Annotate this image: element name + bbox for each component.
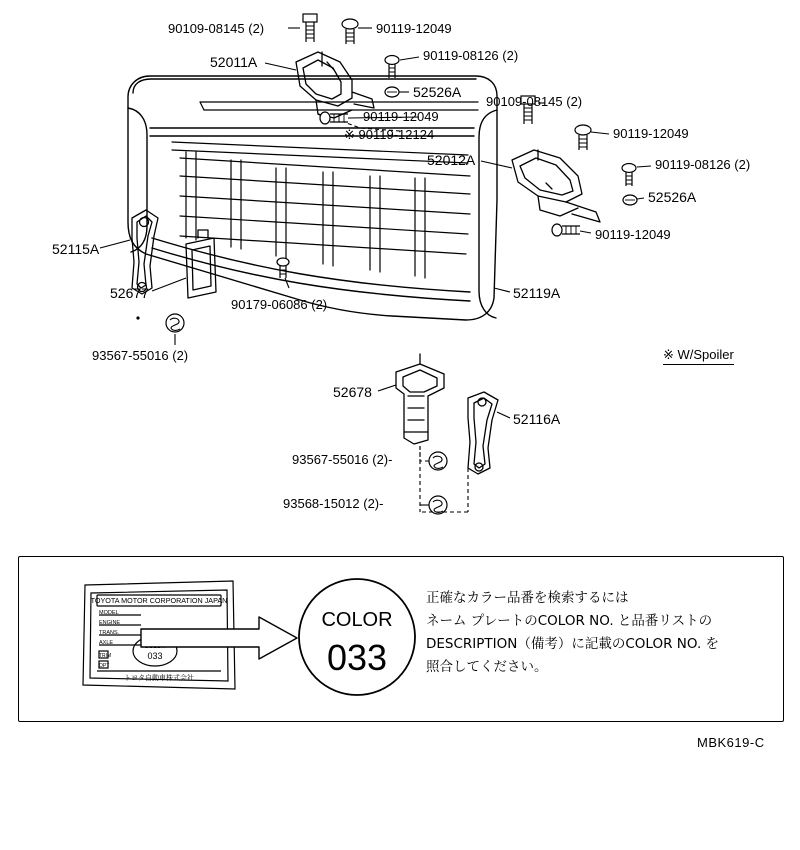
instruction-line-3: DESCRIPTION（備考）に記載のCOLOR NO. を [426,635,720,652]
callout-90109-08145-left: 90109-08145 (2) [168,21,265,36]
callout-90119-12124: ※ 90119-12124 [344,127,435,142]
arrow-icon [139,615,299,661]
callout-90119-12049-right: 90119-12049 [613,126,689,141]
instruction-line-1: 正確なカラー品番を検索するには [426,590,629,606]
part-52678 [396,354,444,444]
svg-text:033: 033 [147,651,163,661]
callout-52115A: 52115A [52,241,100,257]
screw-symbols [166,314,447,514]
callout-93567-55016-lower: 93567-55016 (2)- [292,452,393,467]
bumper-face-slots [180,152,470,278]
svg-text:TRANS.: TRANS. [99,630,120,636]
callout-93568-15012: 93568-15012 (2)- [283,496,384,511]
svg-text:TRIM: TRIM [99,653,112,659]
bolt-90119-12049-right [575,125,591,150]
bolt-90119-08126-left [385,56,399,79]
part-52116A [468,392,498,474]
callout-52677: 52677 [110,285,149,301]
bolt-90109-08145-left [303,14,317,42]
callout-52116A: 52116A [513,411,561,427]
bolt-90119-12049-left2 [320,112,348,124]
svg-text:MODEL: MODEL [99,610,119,616]
callout-90109-08145-right: 90109-08145 (2) [486,94,583,109]
callout-52526A-left: 52526A [413,84,462,100]
screw-symbol-93568 [429,496,447,514]
screw-symbol-93567-lower [429,452,447,470]
instruction-text [426,587,766,679]
callout-52678: 52678 [333,384,372,400]
bolt-90119-08126-right [622,164,636,187]
color-circle-value: 033 [326,637,388,678]
callout-90179-06086: 90179-06086 (2) [231,297,328,312]
svg-text:ENGINE: ENGINE [99,620,121,626]
callout-52526A-right: 52526A [648,189,697,205]
svg-text:トヨタ自動車株式会社: トヨタ自動車株式会社 [124,674,194,682]
callout-90119-12049-top: 90119-12049 [376,21,452,36]
callout-90119-12049-left2: 90119-12049 [363,109,439,124]
screw-symbol-93567-left [166,314,184,332]
nut-52526A-left [385,87,399,97]
instruction-line-2: ネーム プレートのCOLOR NO. と品番リストの [426,612,713,629]
part-52115A [132,210,158,294]
color-circle-title: COLOR [321,609,393,631]
callout-90119-08126-left: 90119-08126 (2) [423,48,519,63]
svg-text:OPT: OPT [99,663,110,669]
bumper-cover-shape [128,70,497,320]
callout-52012A: 52012A [427,152,476,168]
color-code-panel [18,556,784,722]
diagram-code: MBK619-C [697,735,765,750]
nut-52526A-right [623,195,637,205]
callout-52011A: 52011A [210,54,258,70]
diagram-dot [136,316,139,319]
bolt-90119-12049-right2 [552,224,580,236]
svg-text:AXLE: AXLE [99,640,114,646]
callout-90119-08126-right: 90119-08126 (2) [655,157,751,172]
svg-text:TOYOTA MOTOR CORPORATION JAPAN: TOYOTA MOTOR CORPORATION JAPAN [90,596,228,605]
callout-93567-55016-left: 93567-55016 (2) [92,348,189,363]
clip-90179-06086 [277,258,289,278]
callout-52119A: 52119A [513,285,561,301]
callout-90119-12049-right2: 90119-12049 [595,227,671,242]
bolt-90119-12049-top [342,19,358,44]
part-52012A [512,150,600,222]
spoiler-note: ※ W/Spoiler [663,347,734,365]
instruction-line-4: 照合してください。 [426,658,548,675]
